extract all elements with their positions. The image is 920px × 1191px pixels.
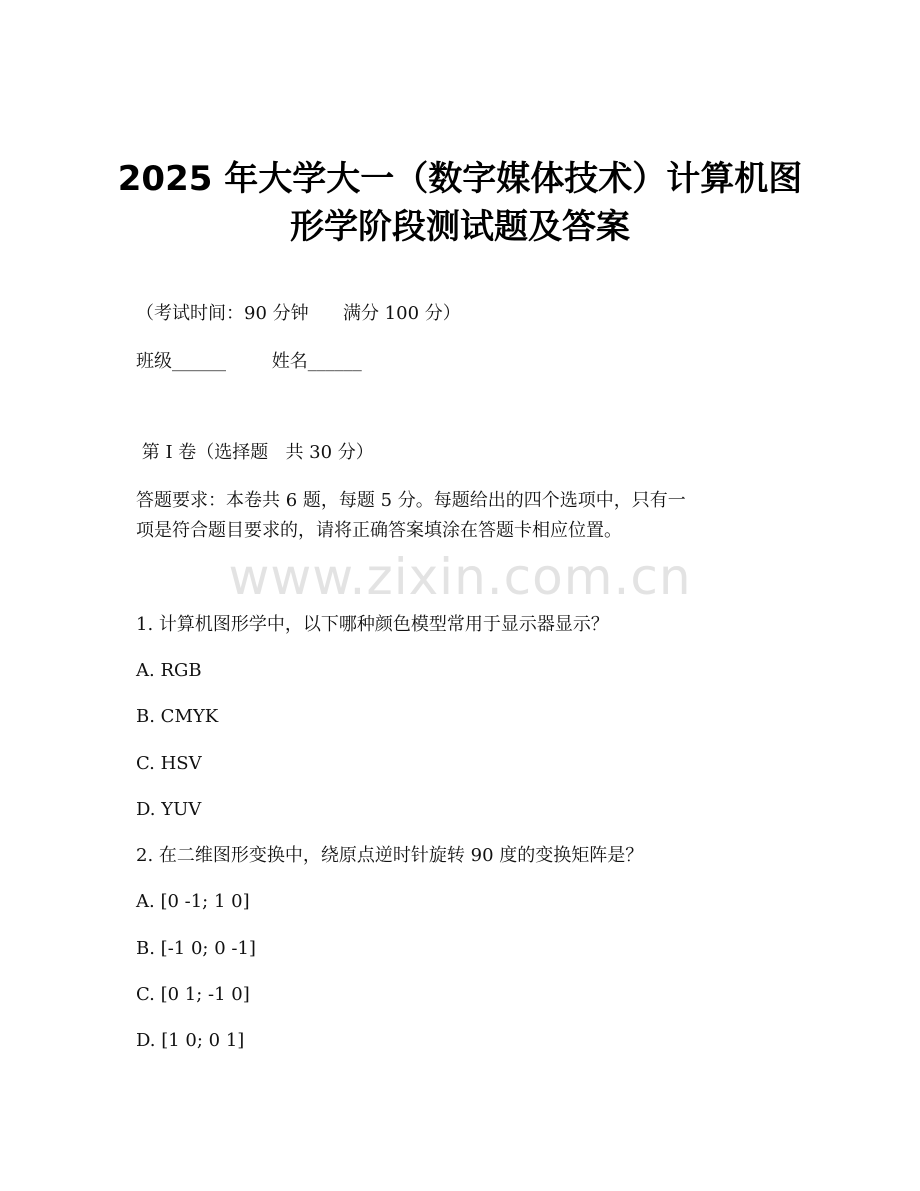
section-header: 第 I 卷（选择题 共 30 分） <box>136 442 374 463</box>
question-2-option-c: C. [0 1; -1 0] <box>136 984 250 1005</box>
question-1-option-a: A. RGB <box>136 660 202 681</box>
question-2-option-b: B. [-1 0; 0 -1] <box>136 938 256 959</box>
question-2-option-a: A. [0 -1; 1 0] <box>136 891 250 912</box>
question-1-option-d: D. YUV <box>136 799 202 820</box>
instructions-line-2: 项是符合题目要求的，请将正确答案填涂在答题卡相应位置。 <box>136 520 622 541</box>
document-title-line-1: 2025 年大学大一（数字媒体技术）计算机图 <box>117 159 803 199</box>
question-2-stem: 2. 在二维图形变换中，绕原点逆时针旋转 90 度的变换矩阵是？ <box>136 845 644 866</box>
watermark: www.zixin.com.cn <box>228 548 692 606</box>
instructions-line-1: 答题要求：本卷共 6 题，每题 5 分。每题给出的四个选项中，只有一 <box>136 490 686 511</box>
question-1-stem: 1. 计算机图形学中，以下哪种颜色模型常用于显示器显示？ <box>136 614 609 635</box>
class-name-fields: 班级______ 姓名______ <box>136 351 362 372</box>
document-title-line-2: 形学阶段测试题及答案 <box>290 207 630 247</box>
question-2-option-d: D. [1 0; 0 1] <box>136 1030 245 1051</box>
exam-info: （考试时间：90 分钟 满分 100 分） <box>136 303 461 324</box>
question-1-option-b: B. CMYK <box>136 706 219 727</box>
question-1-option-c: C. HSV <box>136 753 202 774</box>
